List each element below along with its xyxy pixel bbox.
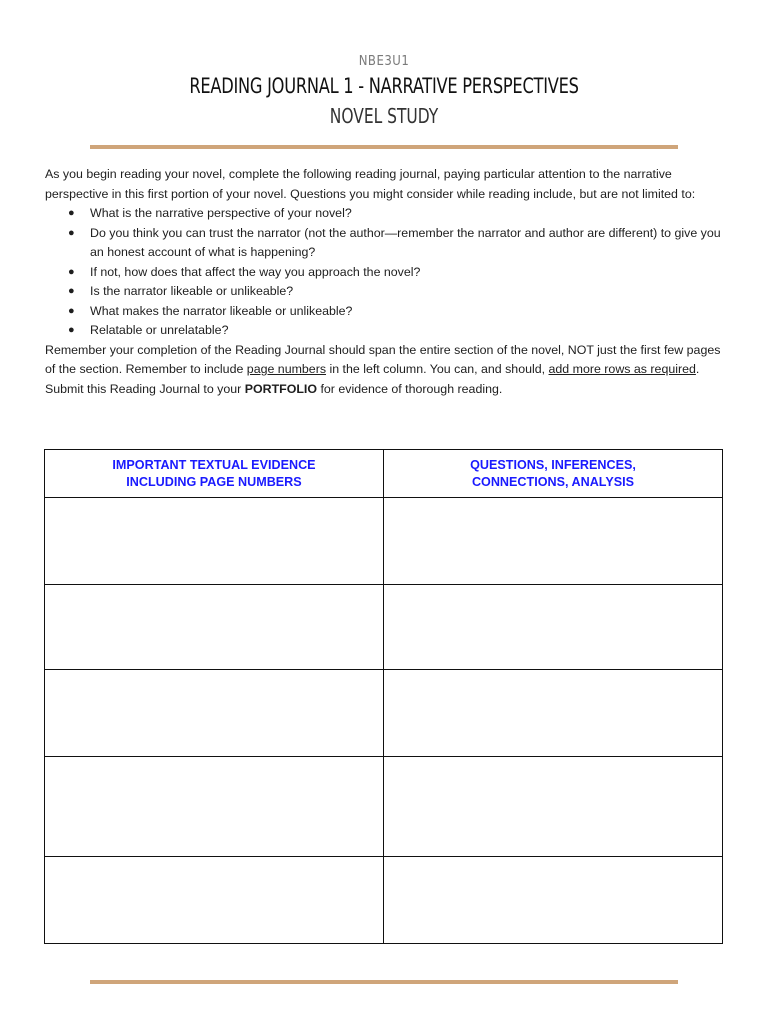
journal-table [44, 449, 723, 944]
table-row [45, 757, 723, 857]
portfolio-label: PORTFOLIO [244, 381, 318, 396]
add-rows-link[interactable]: add more rows as required [548, 362, 696, 376]
list-item [45, 224, 725, 263]
evidence-cell[interactable] [45, 498, 384, 585]
course-code: NBE3U1 [358, 54, 410, 69]
header-line: CONNECTIONS, ANALYSIS [471, 474, 635, 489]
list-item-text: Is the narrator likeable or unlikeable? [90, 284, 294, 298]
analysis-cell[interactable] [384, 670, 723, 757]
list-item-text: Do you think you can trust the narrator (not the author—remember the narrator and author are different) to give you an honest account of what is happening? [90, 225, 721, 259]
list-item-text: What makes the narrator likeable or unlikeable? [90, 303, 353, 318]
analysis-cell[interactable] [384, 757, 723, 857]
question-list [45, 204, 725, 341]
table-row [45, 857, 723, 944]
list-item-text: If not, how does that affect the way you approach the novel? [90, 264, 421, 279]
header-line: INCLUDING PAGE NUMBERS [126, 474, 302, 489]
reminder-text: . Submit this Reading Journal to your [45, 362, 700, 396]
evidence-cell[interactable] [45, 757, 384, 857]
list-item [45, 263, 725, 283]
header-line: QUESTIONS, INFERENCES, [470, 457, 636, 472]
page-numbers-link[interactable]: page numbers [246, 362, 327, 376]
table-row [45, 498, 723, 585]
top-divider [90, 145, 678, 149]
reminder-text: in the left column. You can, and should, [326, 362, 549, 376]
reminder-text: for evidence of thorough reading. [317, 381, 503, 396]
page-title: READING JOURNAL 1 - NARRATIVE PERSPECTIVES [189, 74, 579, 98]
column-header-analysis [384, 450, 723, 498]
header-line: IMPORTANT TEXTUAL EVIDENCE [112, 457, 316, 472]
reminder-paragraph [45, 341, 725, 400]
evidence-cell[interactable] [45, 585, 384, 670]
analysis-cell[interactable] [384, 498, 723, 585]
bullet-icon: ● [68, 226, 75, 239]
evidence-cell[interactable] [45, 670, 384, 757]
list-item [45, 302, 725, 322]
bullet-icon: ● [68, 304, 75, 317]
reminder-text: Remember your completion of the Reading Journal should span the entire section of the novel, NOT just the first few pages of the section. Remember to include [45, 342, 721, 376]
list-item [45, 321, 725, 341]
list-item [45, 204, 725, 224]
table-row [45, 670, 723, 757]
evidence-cell[interactable] [45, 857, 384, 944]
bottom-divider [90, 980, 678, 984]
bullet-icon: ● [68, 207, 75, 219]
list-item [45, 282, 725, 302]
bullet-icon: ● [68, 265, 75, 278]
table-row [45, 585, 723, 670]
table-header-row [45, 450, 723, 498]
intro-paragraph: As you begin reading your novel, complete the following reading journal, paying particular attention to the narrative perspective in this first portion of your novel. Questions you might consider while reading include, but are not limited to: [45, 167, 696, 201]
list-item-text: Relatable or unrelatable? [90, 323, 229, 337]
analysis-cell[interactable] [384, 585, 723, 670]
bullet-icon: ● [68, 285, 75, 297]
column-header-evidence [45, 450, 384, 498]
page-subtitle: NOVEL STUDY [329, 104, 439, 128]
analysis-cell[interactable] [384, 857, 723, 944]
instructions [45, 165, 725, 399]
bullet-icon: ● [68, 324, 75, 336]
list-item-text: What is the narrative perspective of your novel? [90, 206, 352, 220]
